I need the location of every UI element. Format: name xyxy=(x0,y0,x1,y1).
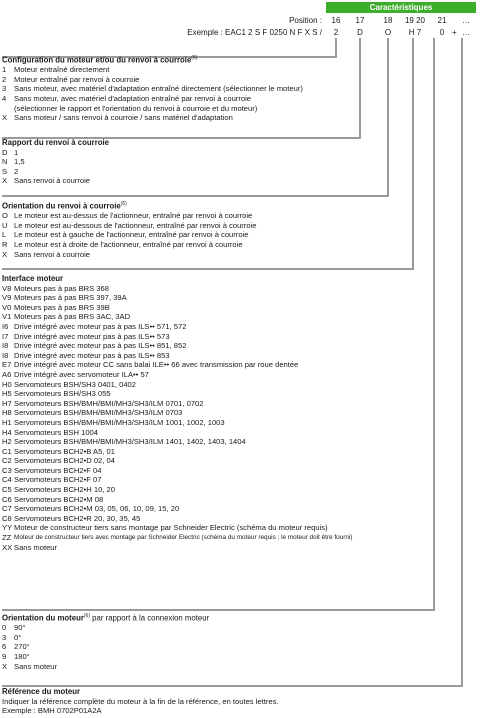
position-21: 21 xyxy=(437,16,447,25)
list-item: 4 Sans moteur, avec matériel d'adaptation entraîné par renvoi à courroie xyxy=(2,93,251,103)
list-item: S 2 xyxy=(2,166,19,176)
list-item: I6 Drive intégré avec moteur pas à pas ILS•• 571, 572 xyxy=(2,321,187,331)
section-motor-configuration xyxy=(2,54,303,123)
list-item: I7 Drive intégré avec moteur pas à pas ILS•• 573 xyxy=(2,331,170,341)
list-item: C3 Servomoteurs BCH2•F 04 xyxy=(2,465,102,475)
section-motor-orientation xyxy=(2,612,209,671)
connector-line-19-20 xyxy=(412,38,414,270)
section-belt-ratio xyxy=(2,138,109,186)
list-item: V8 Moteurs pas à pas BRS 368 xyxy=(2,283,109,293)
list-item: D 1 xyxy=(2,147,19,157)
list-item: 6 270° xyxy=(2,642,30,652)
connector-line-16 xyxy=(335,38,337,58)
example-value-17: D xyxy=(357,28,363,37)
reference-example: Exemple : BMH 0702P01A2A xyxy=(2,706,102,716)
section-title: Orientation du renvoi à courroie$^{(6)}$ xyxy=(2,201,127,211)
list-item: X Sans moteur / sans renvoi à courroie / sans matériel d'adaptation xyxy=(2,113,233,123)
list-item: C5 Servomoteurs BCH2•H 10, 20 xyxy=(2,485,115,495)
position-17: 17 xyxy=(355,16,365,25)
divider-section-3 xyxy=(2,195,389,197)
list-item: U Le moteur est au-dessous de l'actionneur, entraîné par renvoi à courroie xyxy=(2,220,257,230)
connector-line-18 xyxy=(387,38,389,197)
position-16: 16 xyxy=(331,16,341,25)
connector-line-ellipsis xyxy=(461,38,463,687)
list-item: O Le moteur est au-dessus de l'actionneur, entraîné par renvoi à courroie xyxy=(2,211,253,221)
position-label: Position : xyxy=(289,16,322,25)
list-item: C6 Servomoteurs BCH2•M 08 xyxy=(2,494,104,504)
list-item: H0 Servomoteurs BSH/SH3 0401, 0402 xyxy=(2,379,136,389)
example-plus: + xyxy=(452,28,457,37)
example-value-16: 2 xyxy=(333,28,339,37)
list-item: E7 Drive intégré avec moteur CC sans balai ILE•• 66 avec transmission par roue dentée xyxy=(2,360,299,370)
connector-line-21 xyxy=(433,38,435,611)
list-item: XX Sans moteur xyxy=(2,542,58,552)
list-item: YY Moteur de constructeur tiers sans montage par Schneider Electric (schéma du moteur requis) xyxy=(2,523,328,533)
section-title: Configuration du moteur et/ou du renvoi à courroie$^{(6)}$ xyxy=(2,55,198,65)
list-item: 1 Moteur entraîné directement xyxy=(2,65,110,75)
section-belt-orientation xyxy=(2,200,256,259)
example-value-21: 0 xyxy=(439,28,445,37)
reference-instruction: Indiquer la référence complète du moteur à la fin de la référence, en toutes lettres. xyxy=(2,696,279,706)
list-item: ZZ Moteur de constructeur tiers avec montage par Schneider Electric (schéma du moteur requis ; le moteur doit être fourni) xyxy=(2,533,353,543)
example-label: Exemple : EAC1 2 S F 0250 N F X S / xyxy=(187,28,322,37)
position-19-20: 19 20 xyxy=(404,16,426,25)
list-item: H5 Servomoteurs BSH/SH3 055 xyxy=(2,389,111,399)
list-item: L Le moteur est à gauche de l'actionneur, entraîné par renvoi à courroie xyxy=(2,230,249,240)
list-item: X Sans renvoi à courroie xyxy=(2,176,90,186)
list-item: V0 Moteurs pas à pas BRS 39B xyxy=(2,302,110,312)
list-item: C8 Servomoteurs BCH2•R 20, 30, 35, 45 xyxy=(2,513,141,523)
divider-section-4 xyxy=(2,268,414,270)
position-ellipsis: … xyxy=(462,16,470,25)
list-item: C2 Servomoteurs BCH2•D 02, 04 xyxy=(2,456,115,466)
list-item: C7 Servomoteurs BCH2•M 03, 05, 06, 10, 09, 15, 20 xyxy=(2,504,180,514)
list-item: 0 90° xyxy=(2,623,26,633)
divider-section-5 xyxy=(2,609,435,611)
example-value-18: O xyxy=(384,28,392,37)
list-item: C4 Servomoteurs BCH2•F 07 xyxy=(2,475,102,485)
list-item: X Sans moteur xyxy=(2,661,58,671)
example-value-19-20: H 7 xyxy=(408,28,422,37)
list-item: C1 Servomoteurs BCH2•B A5, 01 xyxy=(2,446,116,456)
connector-line-17 xyxy=(359,38,361,139)
list-item: N 1,5 xyxy=(2,157,25,167)
section-title: Interface moteur xyxy=(2,274,64,283)
list-item: H8 Servomoteurs BSH/BMH/BMI/MH3/SH3/ILM 0703 xyxy=(2,408,183,418)
position-18: 18 xyxy=(383,16,393,25)
list-item: H1 Servomoteurs BSH/BMH/BMI/MH3/SH3/ILM 1001, 1002, 1003 xyxy=(2,417,225,427)
section-title: Orientation du moteur$^{(6)}$ par rapport à la connexion moteur xyxy=(2,613,210,623)
list-item: H7 Servomoteurs BSH/BMH/BMI/MH3/SH3/ILM 0701, 0702 xyxy=(2,398,204,408)
list-item: V9 Moteurs pas à pas BRS 397, 39A xyxy=(2,293,127,303)
list-item: 2 Moteur entraîné par renvoi à courroie xyxy=(2,74,140,84)
list-item: R Le moteur est à droite de l'actionneur, entraîné par renvoi à courroie xyxy=(2,239,243,249)
list-item: V1 Moteurs pas à pas BRS 3AC, 3AD xyxy=(2,312,131,322)
section-title: Rapport du renvoi à courroie xyxy=(2,138,110,147)
list-item: 3 Sans moteur, avec matériel d'adaptation entraîné directement (sélectionner le moteur) xyxy=(2,84,303,94)
list-item: 9 180° xyxy=(2,651,30,661)
characteristics-header: Caractéristiques xyxy=(326,2,476,13)
example-ellipsis: … xyxy=(462,28,470,37)
list-item: I8 Drive intégré avec moteur pas à pas ILS•• 853 xyxy=(2,350,170,360)
list-item: 3 0° xyxy=(2,632,22,642)
list-item: X Sans renvoi à courroie xyxy=(2,249,90,259)
list-item: A6 Drive intégré avec servomoteur ILA•• 57 xyxy=(2,369,149,379)
section-motor-interface xyxy=(2,274,353,552)
section-title: Référence du moteur xyxy=(2,687,80,696)
list-item: H4 Servomoteurs BSH 1004 xyxy=(2,427,98,437)
list-item: I8 Drive intégré avec moteur pas à pas ILS•• 851, 852 xyxy=(2,341,187,351)
section-motor-reference xyxy=(2,687,279,716)
list-item: H2 Servomoteurs BSH/BMH/BMI/MH3/SH3/ILM 1401, 1402, 1403, 1404 xyxy=(2,437,246,447)
list-item: (sélectionner le rapport et l'orientation du renvoi à courroie et du moteur) xyxy=(14,103,258,113)
